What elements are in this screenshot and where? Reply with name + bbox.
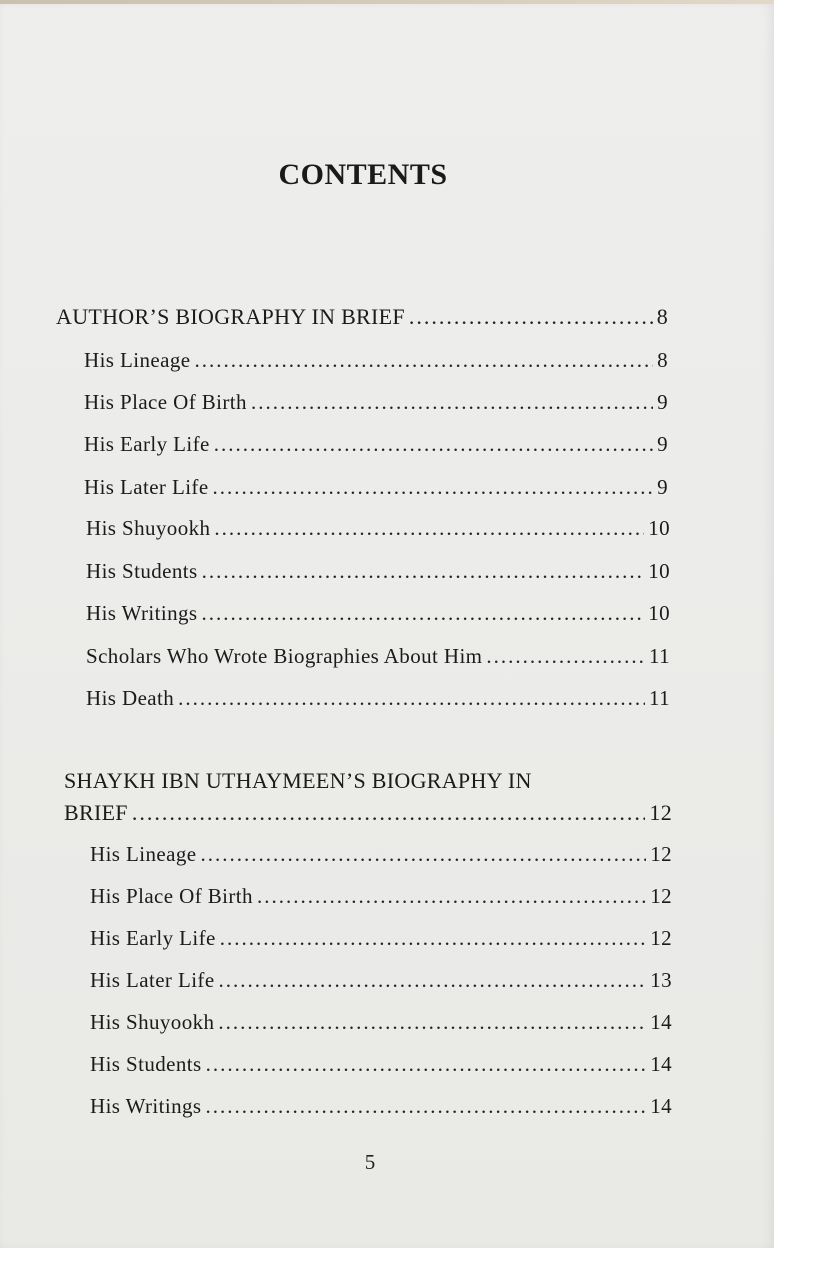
dot-leader <box>219 968 647 993</box>
toc-item <box>84 348 668 373</box>
toc-item-page: 11 <box>648 644 670 668</box>
dot-leader <box>486 644 645 669</box>
dot-leader <box>194 348 653 373</box>
dot-leader <box>214 432 653 457</box>
toc-item <box>84 432 668 457</box>
dot-leader <box>200 842 646 867</box>
toc-item-page: 9 <box>657 432 668 456</box>
toc-item-label: His Later Life <box>84 475 209 499</box>
contents-title: CONTENTS <box>278 158 448 191</box>
toc-item-page: 11 <box>648 686 670 710</box>
toc-item-page: 12 <box>650 926 672 950</box>
toc-item-page: 14 <box>650 1010 672 1034</box>
toc-item-page: 14 <box>650 1052 672 1076</box>
toc-item-page: 12 <box>650 884 672 908</box>
page-top-edge <box>0 0 774 4</box>
toc-item <box>90 884 672 909</box>
toc-item-label: His Shuyookh <box>90 1010 215 1034</box>
dot-leader <box>178 686 645 711</box>
toc-item-label: His Students <box>90 1052 202 1076</box>
toc-item-label: His Place Of Birth <box>90 884 253 908</box>
dot-leader <box>220 926 646 951</box>
dot-leader <box>206 1094 647 1119</box>
toc-item-label: His Students <box>86 559 198 583</box>
toc-item-label: His Later Life <box>90 968 215 992</box>
toc-item-page: 9 <box>657 475 668 499</box>
toc-item <box>90 1094 672 1119</box>
toc-item-page: 8 <box>657 348 668 372</box>
toc-item-label: His Death <box>86 686 175 710</box>
toc-item <box>84 475 668 500</box>
toc-item-page: 9 <box>657 390 668 414</box>
toc-item-label: His Lineage <box>90 842 197 866</box>
dot-leader <box>206 1052 647 1077</box>
toc-section-page: 12 <box>649 800 672 825</box>
toc-item <box>90 1052 672 1077</box>
dot-leader <box>251 390 653 415</box>
dot-leader <box>132 800 646 826</box>
toc-item-label: His Shuyookh <box>86 516 211 540</box>
toc-item-label: His Early Life <box>84 432 210 456</box>
dot-leader <box>409 304 653 330</box>
toc-section-heading-line: SHAYKH IBN UTHAYMEEN’S BIOGRAPHY IN <box>64 768 532 793</box>
toc-item <box>86 601 670 626</box>
toc-item <box>86 644 670 669</box>
toc-item-label: His Place Of Birth <box>84 390 247 414</box>
toc-item <box>84 390 668 415</box>
toc-item-label: Scholars Who Wrote Biographies About Him <box>86 644 483 668</box>
toc-item-label: His Writings <box>90 1094 202 1118</box>
toc-item-page: 10 <box>648 559 670 583</box>
toc-item-page: 10 <box>648 516 670 540</box>
toc-item <box>90 968 672 993</box>
toc-section-author-biography <box>56 304 668 330</box>
toc-item <box>90 842 672 867</box>
toc-item-page: 14 <box>650 1094 672 1118</box>
page-number: 5 <box>364 1150 376 1174</box>
toc-section-label: AUTHOR’S BIOGRAPHY IN BRIEF <box>56 304 405 329</box>
toc-section-page: 8 <box>656 304 668 329</box>
dot-leader <box>214 516 644 541</box>
toc-item-page: 10 <box>648 601 670 625</box>
toc-item <box>90 1010 672 1035</box>
toc-section-ibn-uthaymeen-biography <box>64 800 672 826</box>
toc-section-label: BRIEF <box>64 800 128 825</box>
dot-leader <box>202 601 645 626</box>
toc-item <box>86 516 670 541</box>
dot-leader <box>218 1010 646 1035</box>
toc-item-page: 13 <box>650 968 672 992</box>
toc-item <box>86 686 670 711</box>
toc-item <box>86 559 670 584</box>
toc-item-label: His Writings <box>86 601 198 625</box>
dot-leader <box>257 884 646 909</box>
toc-item-label: His Lineage <box>84 348 191 372</box>
toc-item-label: His Early Life <box>90 926 216 950</box>
dot-leader <box>213 475 654 500</box>
toc-item <box>90 926 672 951</box>
toc-item-page: 12 <box>650 842 672 866</box>
dot-leader <box>202 559 645 584</box>
